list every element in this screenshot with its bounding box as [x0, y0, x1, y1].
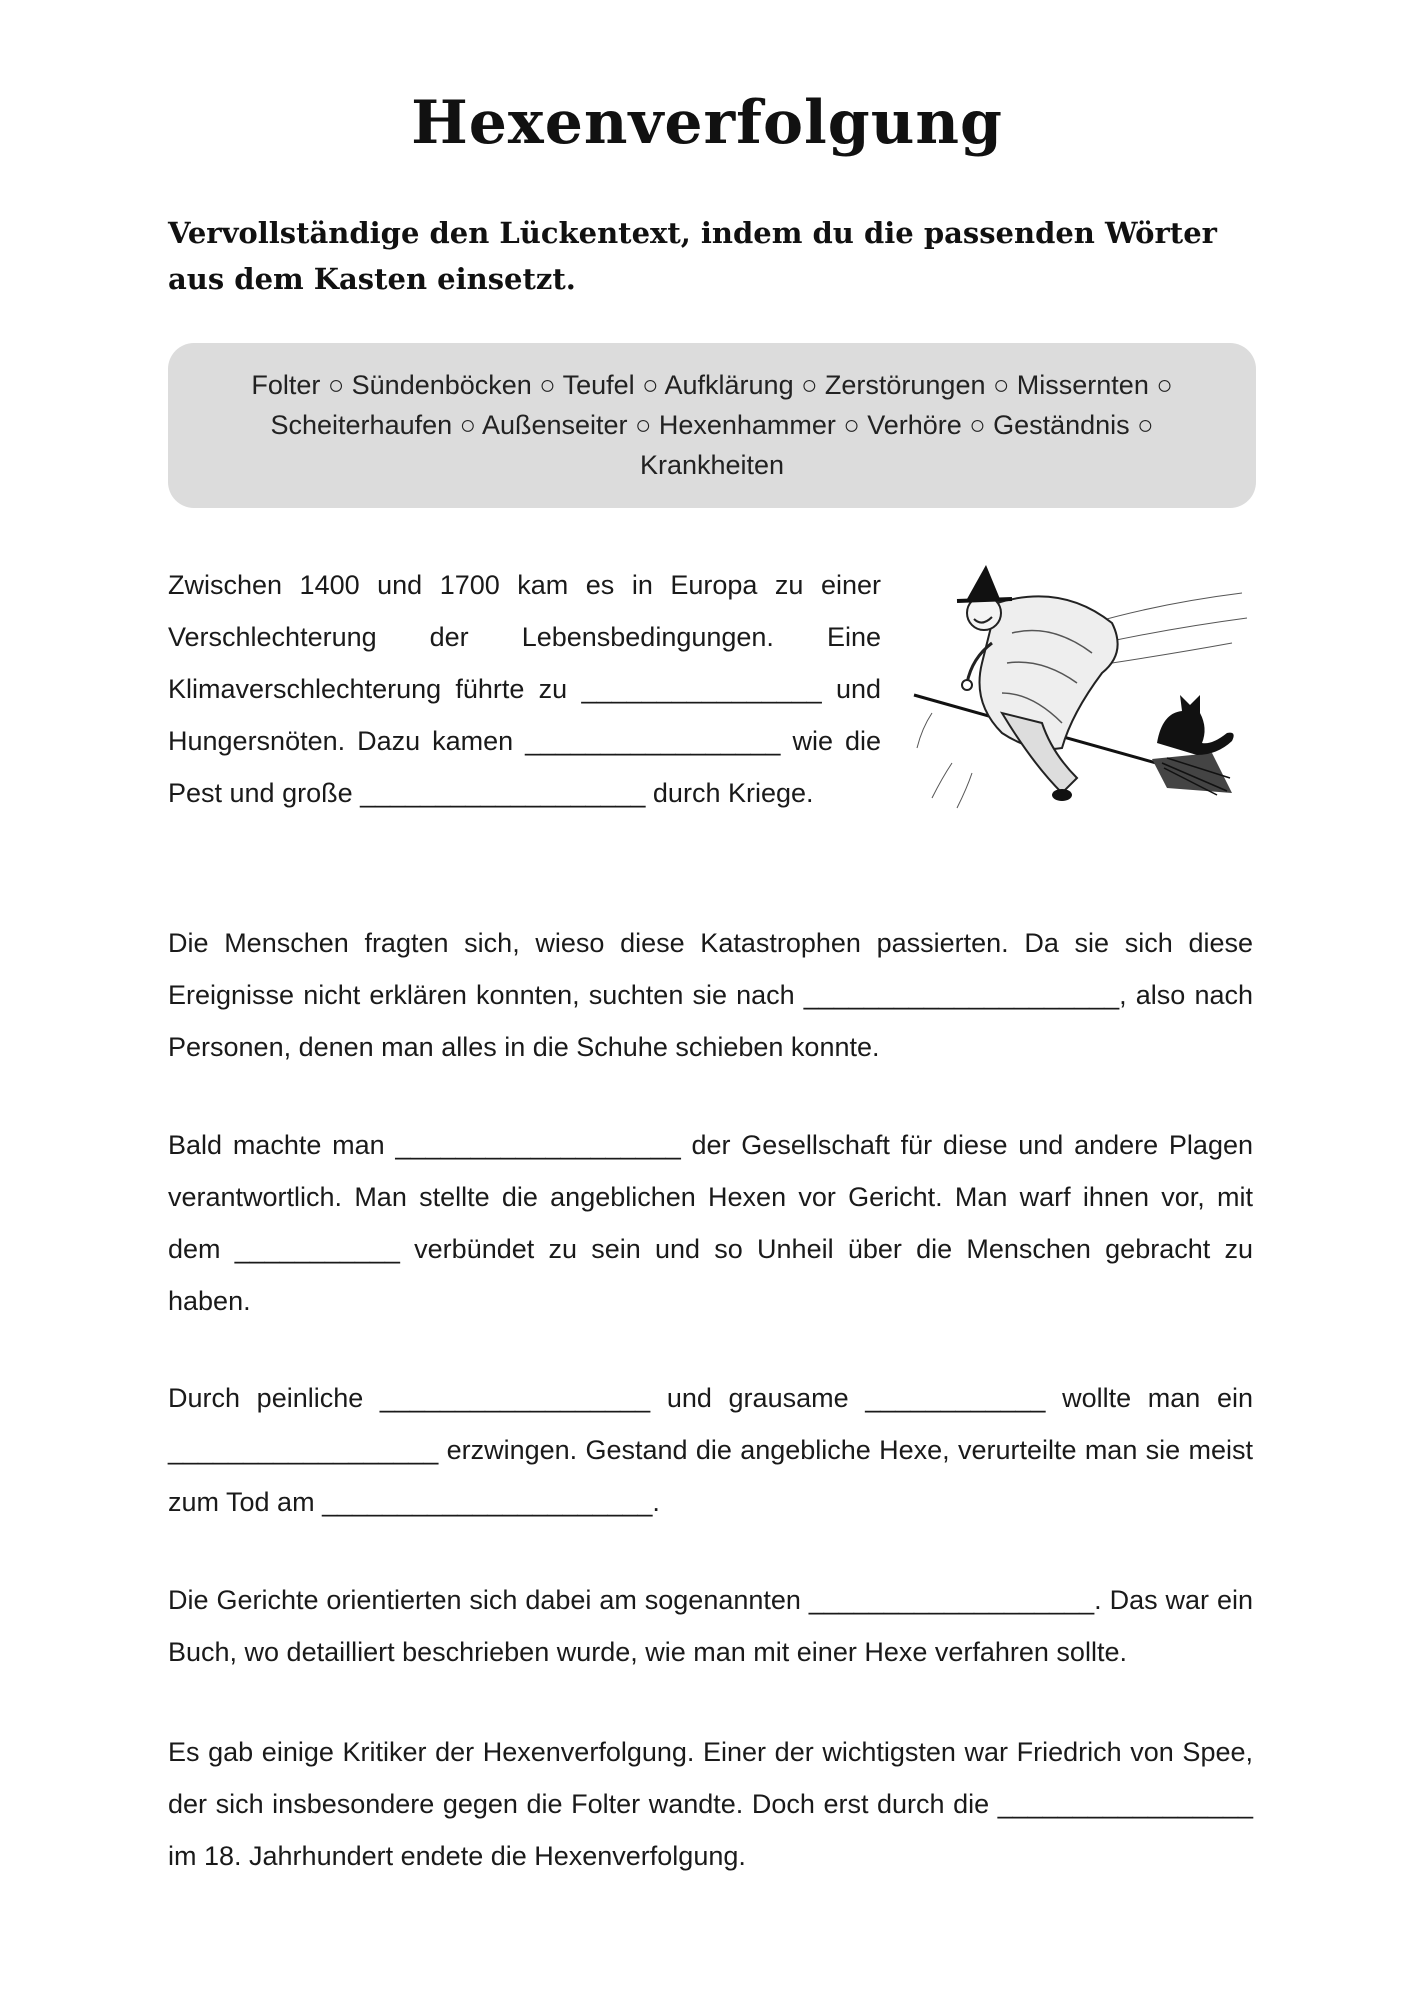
- paragraph-6: Es gab einige Kritiker der Hexenverfolgung. Einer der wichtigsten war Friedrich von Spee, der sich insbesondere gegen die Folter wandte. Doch erst durch die _________________ im 18. Jahrhundert endete die Hexenverfolgung.: [168, 1737, 1253, 1871]
- word-box: Folter ○ Sündenböcken ○ Teufel ○ Aufklärung ○ Zerstörungen ○ Missernten ○ Scheiterhaufen ○ Außenseiter ○ Hexenhammer ○ Verhöre ○ Geständnis ○ Krankheiten: [168, 343, 1256, 508]
- page-title: Hexenverfolgung: [411, 88, 1003, 158]
- paragraph-5: Die Gerichte orientierten sich dabei am sogenannten ___________________. Das war ein Buch, wo detailliert beschrieben wurde, wie man mit einer Hexe verfahren sollte.: [168, 1585, 1253, 1667]
- witch-on-broom-illustration: [912, 563, 1252, 813]
- task-instruction: Vervollständige den Lückentext, indem du die passenden Wörter aus dem Kasten einsetzt.: [168, 216, 1217, 296]
- paragraph-2: Die Menschen fragten sich, wieso diese Katastrophen passierten. Da sie sich diese Ereignisse nicht erklären konnten, suchten sie nach _____________________, also nach Personen, denen man alles in die Schuhe schieben konnte.: [168, 928, 1253, 1062]
- paragraph-4: Durch peinliche __________________ und grausame ____________ wollte man ein __________________ erzwingen. Gestand die angebliche Hexe, verurteilte man sie meist zum Tod am ______________________.: [168, 1383, 1253, 1517]
- paragraph-3: Bald machte man ___________________ der Gesellschaft für diese und andere Plagen verantwortlich. Man stellte die angeblichen Hexen vor Gericht. Man warf ihnen vor, mit dem ___________ verbündet zu sein und so Unheil über die Menschen gebracht zu haben.: [168, 1130, 1253, 1316]
- paragraph-1: Zwischen 1400 und 1700 kam es in Europa zu einer Verschlechterung der Lebensbedingungen. Eine Klimaverschlechterung führte zu ________________ und Hungersnöten. Dazu kamen _________________ wie die Pest und große ___________________ durch Kriege.: [168, 570, 881, 808]
